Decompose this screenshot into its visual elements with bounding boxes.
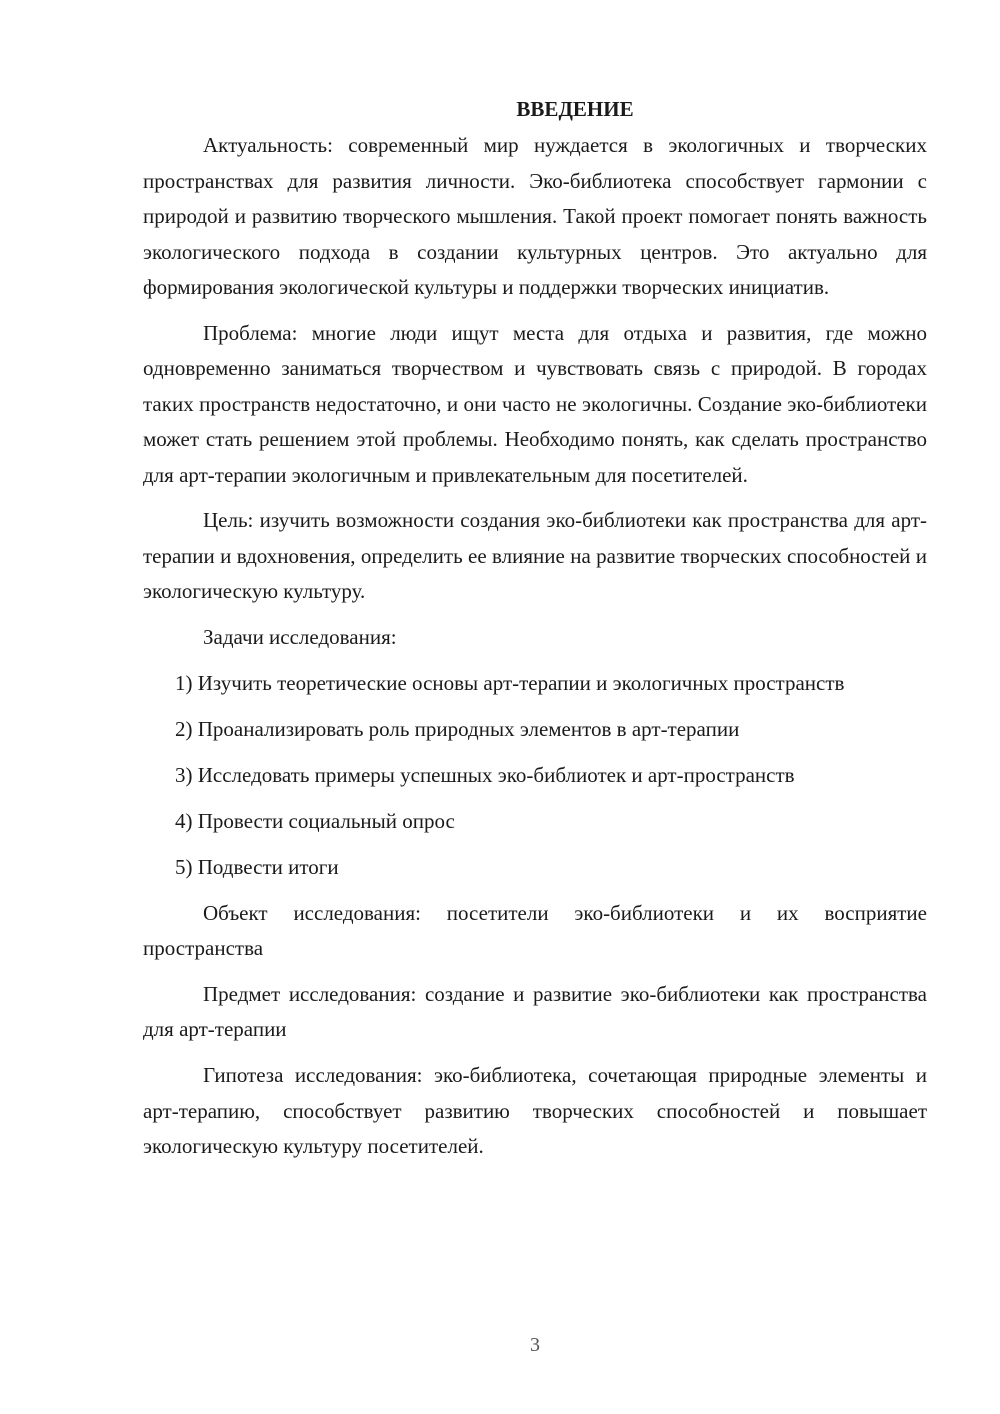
document-page [143,92,927,1175]
task-item-4: 4) Провести социальный опрос [175,808,455,833]
paragraph-subject: Предмет исследования: создание и развитие эко-библиотеки как пространства для арт-терапии [143,981,927,1042]
paragraph-goal: Цель: изучить возможности создания эко-библиотеки как пространства для арт-терапии и вдохновения, определить ее влияние на развитие творческих способностей и экологическую культуру. [143,508,927,604]
page-number: 3 [530,1334,540,1356]
section-title: ВВЕДЕНИЕ [516,97,634,121]
task-item-3: 3) Исследовать примеры успешных эко-библиотек и арт-пространств [175,762,795,787]
paragraph-tasks-heading: Задачи исследования: [203,625,397,650]
task-item-1: 1) Изучить теоретические основы арт-терапии и экологичных пространств [175,671,845,696]
paragraph-problem: Проблема: многие люди ищут места для отдыха и развития, где можно одновременно заниматься творчеством и чувствовать связь с природой. В городах таких пространств недостаточно, и они часто не экологичны. Создание эко-библиотеки может стать решением этой проблемы. Необходимо понять, как сделать пространство для арт-терапии экологичным и привлекательным для посетителей. [143,320,927,487]
paragraph-hypothesis: Гипотеза исследования: эко-библиотека, сочетающая природные элементы и арт-терапию, способствует развитию творческих способностей и повышает экологическую культуру посетителей. [143,1063,927,1159]
paragraph-relevance: Актуальность: современный мир нуждается в экологичных и творческих пространствах для развития личности. Эко-библиотека способствует гармонии с природой и развитию творческого мышления. Такой проект помогает понять важность экологического подхода в создании культурных центров. Это актуально для формирования экологической культуры и поддержки творческих инициатив. [143,133,927,300]
paragraph-object: Объект исследования: посетители эко-библиотеки и их восприятие пространства [143,900,927,961]
task-item-2: 2) Проанализировать роль природных элементов в арт-терапии [175,717,740,741]
task-item-5: 5) Подвести итоги [175,854,339,879]
